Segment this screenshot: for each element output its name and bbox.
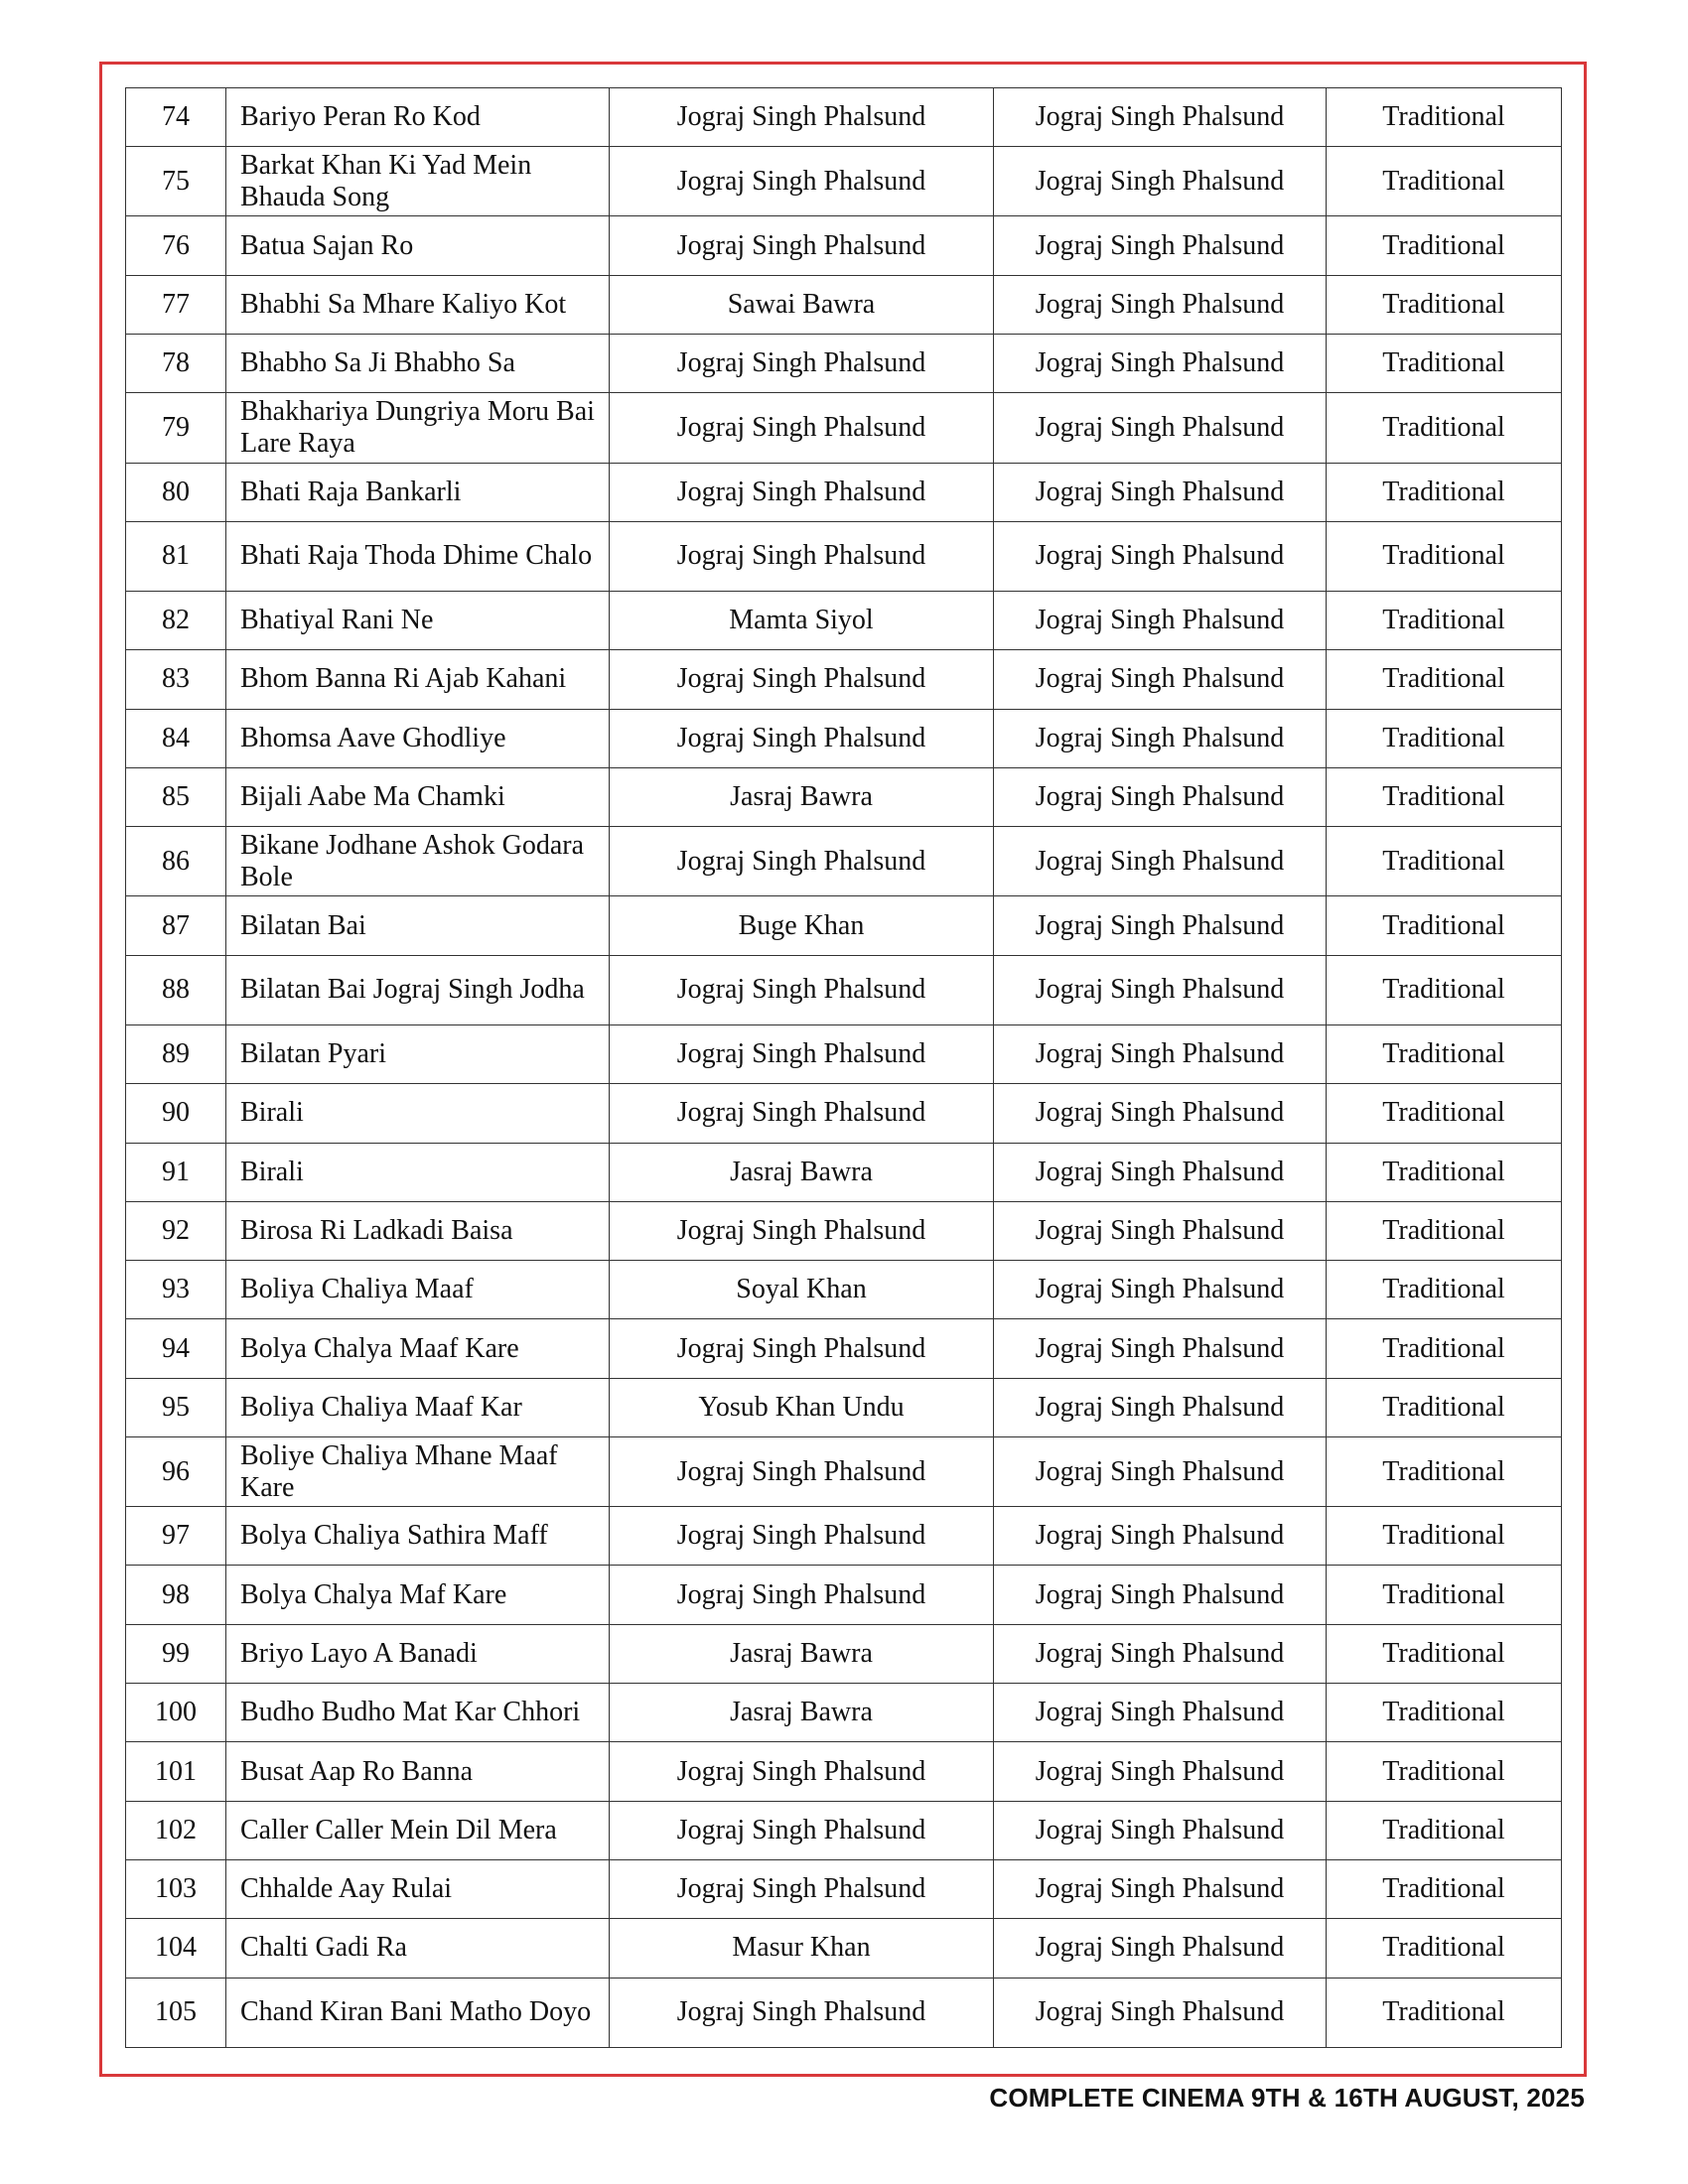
row-number: 85 [126, 767, 226, 826]
composer-name: Jograj Singh Phalsund [994, 335, 1327, 393]
row-number: 87 [126, 896, 226, 955]
row-number: 86 [126, 827, 226, 896]
row-number: 101 [126, 1742, 226, 1801]
row-number: 83 [126, 650, 226, 709]
song-title: Chalti Gadi Ra [226, 1919, 610, 1978]
singer-name: Jograj Singh Phalsund [610, 216, 994, 275]
composer-name: Jograj Singh Phalsund [994, 1084, 1327, 1143]
song-title: Barkat Khan Ki Yad Mein Bhauda Song [226, 147, 610, 216]
song-title: Bariyo Peran Ro Kod [226, 88, 610, 147]
lyricist-name: Traditional [1327, 1024, 1562, 1083]
table-row [126, 1919, 1562, 1978]
lyricist-name: Traditional [1327, 896, 1562, 955]
row-number: 80 [126, 463, 226, 521]
composer-name: Jograj Singh Phalsund [994, 650, 1327, 709]
table-row [126, 955, 1562, 1024]
singer-name: Jograj Singh Phalsund [610, 827, 994, 896]
composer-name: Jograj Singh Phalsund [994, 147, 1327, 216]
table-row [126, 1742, 1562, 1801]
singer-name: Jograj Singh Phalsund [610, 1566, 994, 1624]
song-title: Bhabho Sa Ji Bhabho Sa [226, 335, 610, 393]
table-row [126, 767, 1562, 826]
singer-name: Jograj Singh Phalsund [610, 335, 994, 393]
row-number: 96 [126, 1436, 226, 1506]
composer-name: Jograj Singh Phalsund [994, 1378, 1327, 1436]
singer-name: Jograj Singh Phalsund [610, 709, 994, 767]
lyricist-name: Traditional [1327, 216, 1562, 275]
table-row [126, 1084, 1562, 1143]
table-row [126, 147, 1562, 216]
row-number: 90 [126, 1084, 226, 1143]
row-number: 94 [126, 1319, 226, 1378]
song-title: Chand Kiran Bani Matho Doyo [226, 1978, 610, 2047]
song-title: Busat Aap Ro Banna [226, 1742, 610, 1801]
composer-name: Jograj Singh Phalsund [994, 1801, 1327, 1859]
song-title: Bhakhariya Dungriya Moru Bai Lare Raya [226, 393, 610, 463]
row-number: 82 [126, 592, 226, 650]
song-title: Bikane Jodhane Ashok Godara Bole [226, 827, 610, 896]
singer-name: Jograj Singh Phalsund [610, 463, 994, 521]
composer-name: Jograj Singh Phalsund [994, 393, 1327, 463]
composer-name: Jograj Singh Phalsund [994, 1624, 1327, 1683]
singer-name: Sawai Bawra [610, 275, 994, 334]
row-number: 77 [126, 275, 226, 334]
lyricist-name: Traditional [1327, 1084, 1562, 1143]
table-row [126, 335, 1562, 393]
table-row [126, 592, 1562, 650]
table-row [126, 1624, 1562, 1683]
row-number: 76 [126, 216, 226, 275]
row-number: 100 [126, 1684, 226, 1742]
composer-name: Jograj Singh Phalsund [994, 275, 1327, 334]
singer-name: Jograj Singh Phalsund [610, 1742, 994, 1801]
song-title: Bilatan Bai [226, 896, 610, 955]
song-title: Boliya Chaliya Maaf [226, 1261, 610, 1319]
composer-name: Jograj Singh Phalsund [994, 1742, 1327, 1801]
table-row [126, 275, 1562, 334]
lyricist-name: Traditional [1327, 1978, 1562, 2047]
song-title: Boliye Chaliya Mhane Maaf Kare [226, 1436, 610, 1506]
row-number: 105 [126, 1978, 226, 2047]
singer-name: Jograj Singh Phalsund [610, 1024, 994, 1083]
composer-name: Jograj Singh Phalsund [994, 1507, 1327, 1566]
lyricist-name: Traditional [1327, 1684, 1562, 1742]
song-title: Bhati Raja Thoda Dhime Chalo [226, 521, 610, 591]
song-title: Bhom Banna Ri Ajab Kahani [226, 650, 610, 709]
singer-name: Yosub Khan Undu [610, 1378, 994, 1436]
lyricist-name: Traditional [1327, 767, 1562, 826]
lyricist-name: Traditional [1327, 1201, 1562, 1260]
song-title: Birali [226, 1084, 610, 1143]
row-number: 84 [126, 709, 226, 767]
table-row [126, 521, 1562, 591]
lyricist-name: Traditional [1327, 1919, 1562, 1978]
row-number: 104 [126, 1919, 226, 1978]
composer-name: Jograj Singh Phalsund [994, 463, 1327, 521]
singer-name: Jograj Singh Phalsund [610, 88, 994, 147]
table-row [126, 1378, 1562, 1436]
lyricist-name: Traditional [1327, 955, 1562, 1024]
song-title: Bhabhi Sa Mhare Kaliyo Kot [226, 275, 610, 334]
composer-name: Jograj Singh Phalsund [994, 1566, 1327, 1624]
singer-name: Jasraj Bawra [610, 1684, 994, 1742]
composer-name: Jograj Singh Phalsund [994, 1319, 1327, 1378]
composer-name: Jograj Singh Phalsund [994, 1436, 1327, 1506]
lyricist-name: Traditional [1327, 1436, 1562, 1506]
table-row [126, 1261, 1562, 1319]
composer-name: Jograj Singh Phalsund [994, 216, 1327, 275]
row-number: 93 [126, 1261, 226, 1319]
table-row [126, 1436, 1562, 1506]
lyricist-name: Traditional [1327, 463, 1562, 521]
row-number: 74 [126, 88, 226, 147]
row-number: 99 [126, 1624, 226, 1683]
song-title: Bhati Raja Bankarli [226, 463, 610, 521]
table-row [126, 1201, 1562, 1260]
song-table [125, 87, 1562, 2048]
composer-name: Jograj Singh Phalsund [994, 1978, 1327, 2047]
composer-name: Jograj Singh Phalsund [994, 1201, 1327, 1260]
row-number: 102 [126, 1801, 226, 1859]
table-row [126, 1319, 1562, 1378]
singer-name: Jograj Singh Phalsund [610, 1859, 994, 1918]
row-number: 92 [126, 1201, 226, 1260]
lyricist-name: Traditional [1327, 1742, 1562, 1801]
singer-name: Jograj Singh Phalsund [610, 521, 994, 591]
lyricist-name: Traditional [1327, 1378, 1562, 1436]
song-title: Batua Sajan Ro [226, 216, 610, 275]
singer-name: Jograj Singh Phalsund [610, 955, 994, 1024]
lyricist-name: Traditional [1327, 1261, 1562, 1319]
table-row [126, 216, 1562, 275]
singer-name: Jasraj Bawra [610, 1143, 994, 1201]
table-row [126, 1143, 1562, 1201]
row-number: 98 [126, 1566, 226, 1624]
singer-name: Jograj Singh Phalsund [610, 147, 994, 216]
lyricist-name: Traditional [1327, 1624, 1562, 1683]
lyricist-name: Traditional [1327, 1801, 1562, 1859]
song-title: Chhalde Aay Rulai [226, 1859, 610, 1918]
lyricist-name: Traditional [1327, 709, 1562, 767]
composer-name: Jograj Singh Phalsund [994, 592, 1327, 650]
singer-name: Masur Khan [610, 1919, 994, 1978]
footer-text: COMPLETE CINEMA 9TH & 16TH AUGUST, 2025 [989, 2083, 1585, 2113]
row-number: 95 [126, 1378, 226, 1436]
lyricist-name: Traditional [1327, 393, 1562, 463]
lyricist-name: Traditional [1327, 1566, 1562, 1624]
song-title: Bilatan Bai Jograj Singh Jodha [226, 955, 610, 1024]
row-number: 89 [126, 1024, 226, 1083]
singer-name: Jograj Singh Phalsund [610, 393, 994, 463]
row-number: 91 [126, 1143, 226, 1201]
singer-name: Jograj Singh Phalsund [610, 1507, 994, 1566]
song-title: Caller Caller Mein Dil Mera [226, 1801, 610, 1859]
lyricist-name: Traditional [1327, 1319, 1562, 1378]
table-row [126, 463, 1562, 521]
row-number: 75 [126, 147, 226, 216]
row-number: 97 [126, 1507, 226, 1566]
song-title: Budho Budho Mat Kar Chhori [226, 1684, 610, 1742]
lyricist-name: Traditional [1327, 275, 1562, 334]
singer-name: Jograj Singh Phalsund [610, 1319, 994, 1378]
lyricist-name: Traditional [1327, 1507, 1562, 1566]
composer-name: Jograj Singh Phalsund [994, 896, 1327, 955]
lyricist-name: Traditional [1327, 335, 1562, 393]
composer-name: Jograj Singh Phalsund [994, 1859, 1327, 1918]
row-number: 78 [126, 335, 226, 393]
song-title: Bilatan Pyari [226, 1024, 610, 1083]
singer-name: Jograj Singh Phalsund [610, 650, 994, 709]
composer-name: Jograj Singh Phalsund [994, 1919, 1327, 1978]
composer-name: Jograj Singh Phalsund [994, 767, 1327, 826]
song-title: Bijali Aabe Ma Chamki [226, 767, 610, 826]
song-title: Bolya Chaliya Sathira Maff [226, 1507, 610, 1566]
singer-name: Jograj Singh Phalsund [610, 1084, 994, 1143]
lyricist-name: Traditional [1327, 592, 1562, 650]
singer-name: Jograj Singh Phalsund [610, 1201, 994, 1260]
table-row [126, 1507, 1562, 1566]
lyricist-name: Traditional [1327, 1143, 1562, 1201]
table-row [126, 827, 1562, 896]
lyricist-name: Traditional [1327, 650, 1562, 709]
song-table-body [126, 88, 1562, 2048]
singer-name: Jasraj Bawra [610, 1624, 994, 1683]
composer-name: Jograj Singh Phalsund [994, 1261, 1327, 1319]
row-number: 79 [126, 393, 226, 463]
composer-name: Jograj Singh Phalsund [994, 1143, 1327, 1201]
singer-name: Jasraj Bawra [610, 767, 994, 826]
song-title: Boliya Chaliya Maaf Kar [226, 1378, 610, 1436]
table-row [126, 1978, 1562, 2047]
song-title: Bhatiyal Rani Ne [226, 592, 610, 650]
row-number: 103 [126, 1859, 226, 1918]
composer-name: Jograj Singh Phalsund [994, 709, 1327, 767]
singer-name: Jograj Singh Phalsund [610, 1801, 994, 1859]
singer-name: Jograj Singh Phalsund [610, 1436, 994, 1506]
lyricist-name: Traditional [1327, 88, 1562, 147]
singer-name: Jograj Singh Phalsund [610, 1978, 994, 2047]
table-row [126, 393, 1562, 463]
singer-name: Mamta Siyol [610, 592, 994, 650]
table-row [126, 1801, 1562, 1859]
composer-name: Jograj Singh Phalsund [994, 521, 1327, 591]
song-title: Bhomsa Aave Ghodliye [226, 709, 610, 767]
lyricist-name: Traditional [1327, 827, 1562, 896]
composer-name: Jograj Singh Phalsund [994, 955, 1327, 1024]
table-row [126, 1684, 1562, 1742]
composer-name: Jograj Singh Phalsund [994, 1684, 1327, 1742]
table-row [126, 1024, 1562, 1083]
lyricist-name: Traditional [1327, 521, 1562, 591]
lyricist-name: Traditional [1327, 1859, 1562, 1918]
row-number: 81 [126, 521, 226, 591]
composer-name: Jograj Singh Phalsund [994, 827, 1327, 896]
singer-name: Buge Khan [610, 896, 994, 955]
table-row [126, 709, 1562, 767]
table-row [126, 896, 1562, 955]
song-title: Birali [226, 1143, 610, 1201]
song-title: Bolya Chalya Maf Kare [226, 1566, 610, 1624]
lyricist-name: Traditional [1327, 147, 1562, 216]
singer-name: Soyal Khan [610, 1261, 994, 1319]
composer-name: Jograj Singh Phalsund [994, 88, 1327, 147]
song-title: Birosa Ri Ladkadi Baisa [226, 1201, 610, 1260]
table-row [126, 1859, 1562, 1918]
composer-name: Jograj Singh Phalsund [994, 1024, 1327, 1083]
table-row [126, 650, 1562, 709]
table-row [126, 1566, 1562, 1624]
song-title: Bolya Chalya Maaf Kare [226, 1319, 610, 1378]
table-row [126, 88, 1562, 147]
song-title: Briyo Layo A Banadi [226, 1624, 610, 1683]
row-number: 88 [126, 955, 226, 1024]
